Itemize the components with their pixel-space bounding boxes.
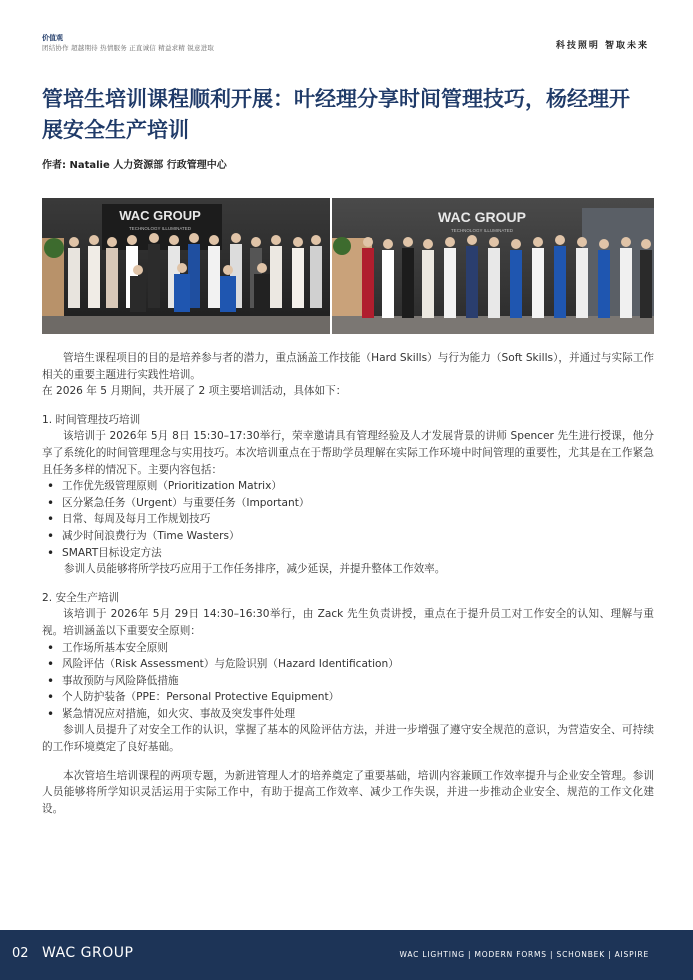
list-item: • 减少时间浪费行为（Time Wasters） <box>42 528 654 545</box>
header-section-label: 价值观 <box>42 34 63 42</box>
list-item: • 紧急情况应对措施，如火灾、事故及突发事件处理 <box>42 706 654 723</box>
photo-sign-left: WAC GROUP <box>119 208 201 223</box>
conclusion-paragraph: 本次管培生培训课程的两项专题，为新进管理人才的培养奠定了重要基础，培训内容兼顾工作效率提升与企业安全管理。参训人员能够将所学知识灵活运用于实际工作中，有助于提高工作效率、减少工作失误，并进一步推动企业安全、规范的工作文化建设。 <box>42 769 654 815</box>
page-footer <box>0 930 693 980</box>
photo-subsign-left: TECHNOLOGY ILLUMINATED <box>128 226 192 231</box>
photo-subsign-right: TECHNOLOGY ILLUMINATED <box>450 228 514 233</box>
list-item: • SMART目标设定方法 <box>42 545 654 562</box>
list-item: • 区分紧急任务（Urgent）与重要任务（Important） <box>42 495 654 512</box>
section-2-title: 2. 安全生产培训 <box>42 591 120 604</box>
list-item: • 个人防护装备（PPE：Personal Protective Equipment） <box>42 689 654 706</box>
section-2-list <box>42 640 654 723</box>
photo-sign-right: WAC GROUP <box>438 209 526 225</box>
article-title: 管培生培训课程顺利开展：叶经理分享时间管理技巧，杨经理开展安全生产培训 <box>42 87 630 142</box>
footer-brands: WAC LIGHTING | MODERN FORMS | SCHONBEK | AISPIRE <box>399 950 649 959</box>
page-number: 02 <box>12 946 29 961</box>
section-1-body: 该培训于 2026年 5月 8日 15:30–17:30举行，荣幸邀请具有管理经验及人才发展背景的讲师 Spencer 先生进行授课，他分享了系统化的时间管理理念与实用技巧。本次培训重点在于帮助学员理解在实际工作环境中时间管理的重要性，尤其是在工作紧急且任务多样的情况下。主要内容包括： <box>42 430 654 476</box>
header-slogan: 科技照明 智取未来 <box>555 41 649 51</box>
intro-paragraph: 管培生课程项目的目的是培养参与者的潜力，重点涵盖工作技能（Hard Skills）与行为能力（Soft Skills），并通过与实际工作相关的重要主题进行实践性培训。 <box>42 352 654 381</box>
list-item: • 事故预防与风险降低措施 <box>42 673 654 690</box>
header-values <box>42 33 214 53</box>
section-1-closing: 参训人员能够将所学技巧应用于工作任务排序，减少延误，并提升整体工作效率。 <box>64 563 446 576</box>
footer-logo: WAC GROUP <box>42 945 134 961</box>
section-1-list <box>42 478 654 561</box>
section-1-title: 1. 时间管理技巧培训 <box>42 413 141 426</box>
section-2-body: 该培训于 2026年 5月 29日 14:30–16:30举行，由 Zack 先生负责讲授，重点在于提升员工对工作安全的认知、理解与重视。培训涵盖以下重要安全原则： <box>42 608 654 637</box>
list-item: • 日常、每周及每月工作规划技巧 <box>42 511 654 528</box>
group-photo <box>42 198 654 334</box>
list-item: • 风险评估（Risk Assessment）与危险识别（Hazard Identification） <box>42 656 654 673</box>
section-2-closing: 参训人员提升了对安全工作的认识，掌握了基本的风险评估方法，并进一步增强了遵守安全规范的意识，为营造安全、可持续的工作环境奠定了良好基础。 <box>42 724 654 754</box>
list-item: • 工作优先级管理原则（Prioritization Matrix） <box>42 478 654 495</box>
article-body <box>42 350 654 817</box>
article-author: 作者: Natalie 人力资源部 行政管理中心 <box>42 160 227 171</box>
header-values-text: 团结协作 超越期待 热情服务 正直诚信 精益求精 锐意进取 <box>42 44 215 52</box>
list-item: • 工作场所基本安全原则 <box>42 640 654 657</box>
intro-summary: 在 2026 年 5 月期间，共开展了 2 项主要培训活动，具体如下： <box>42 385 347 398</box>
